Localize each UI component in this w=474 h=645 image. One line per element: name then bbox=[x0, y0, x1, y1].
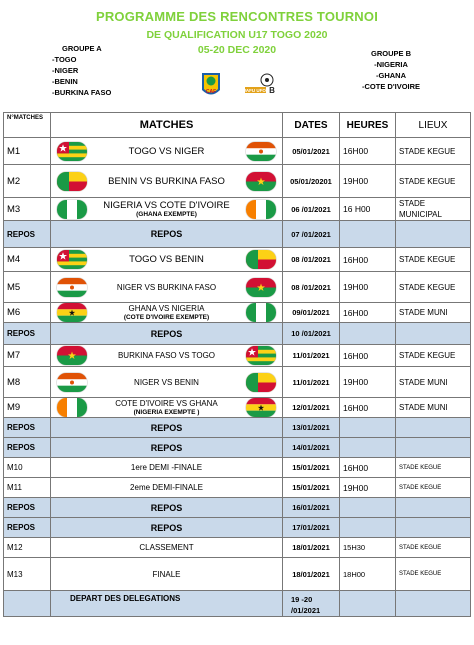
header-matches: MATCHES bbox=[51, 113, 283, 138]
rest-label: REPOS bbox=[51, 518, 283, 538]
match-hour: 16H00 bbox=[340, 248, 396, 272]
match-row bbox=[4, 303, 471, 323]
match-date: 18/01/2021 bbox=[283, 558, 340, 591]
svg-text:CAF: CAF bbox=[205, 89, 217, 95]
match-cell bbox=[51, 138, 283, 165]
match-number: M3 bbox=[4, 198, 51, 221]
match-venue: STADE KEGUE bbox=[396, 248, 471, 272]
match-venue: STADE MUNI bbox=[396, 367, 471, 398]
rest-day-row bbox=[4, 498, 471, 518]
hour-empty bbox=[340, 498, 396, 518]
wafu-logo bbox=[244, 73, 278, 97]
hour-empty bbox=[340, 438, 396, 458]
burkina-flag-icon bbox=[246, 278, 276, 297]
tournament-dates: 05-20 DEC 2020 bbox=[197, 44, 277, 56]
match-title: 1ere DEMI -FINALE bbox=[130, 463, 203, 472]
match-cell bbox=[51, 538, 283, 558]
match-title: GHANA VS NIGERIA bbox=[128, 304, 205, 313]
match-hour: 18H00 bbox=[340, 558, 396, 591]
schedule-table bbox=[3, 112, 471, 617]
match-date: 10 /01/2021 bbox=[283, 323, 340, 345]
match-venue: STADE KEGUE bbox=[396, 478, 471, 498]
match-title: TOGO VS BENIN bbox=[129, 254, 204, 265]
match-row bbox=[4, 538, 471, 558]
match-title: NIGER VS BURKINA FASO bbox=[116, 282, 217, 292]
rest-day-row bbox=[4, 323, 471, 345]
match-hour: 16 H00 bbox=[340, 198, 396, 221]
hour-empty bbox=[340, 418, 396, 438]
match-hour: 16H00 bbox=[340, 303, 396, 323]
match-venue: STADE KEGUE bbox=[396, 165, 471, 198]
match-hour: 16H00 bbox=[340, 398, 396, 418]
niger-flag-icon bbox=[246, 142, 276, 161]
match-date: 07 /01/2021 bbox=[283, 221, 340, 248]
header-dates: DATES bbox=[283, 113, 340, 138]
venue-empty bbox=[396, 438, 471, 458]
match-title: 2eme DEMI-FINALE bbox=[130, 483, 203, 492]
togo-flag-icon bbox=[246, 346, 276, 365]
venue-empty bbox=[396, 498, 471, 518]
match-date: 05/01/20201 bbox=[283, 165, 340, 198]
match-date: 15/01/2021 bbox=[283, 458, 340, 478]
togo-flag-icon bbox=[57, 142, 87, 161]
group-a-list bbox=[52, 43, 111, 98]
svg-text:WAFU UFOA: WAFU UFOA bbox=[244, 88, 270, 93]
match-row bbox=[4, 478, 471, 498]
rest-tag: REPOS bbox=[4, 498, 51, 518]
rest-tag: REPOS bbox=[4, 323, 51, 345]
match-venue: STADE MUNI bbox=[396, 398, 471, 418]
group-b-team: -NIGERIA bbox=[374, 60, 408, 69]
hour-empty bbox=[340, 591, 396, 617]
match-number: M4 bbox=[4, 248, 51, 272]
match-number: M10 bbox=[4, 458, 51, 478]
rest-day-row bbox=[4, 518, 471, 538]
togo-flag-icon bbox=[57, 250, 87, 269]
match-venue: STADE KEGUE bbox=[396, 458, 471, 478]
svg-text:B: B bbox=[269, 86, 275, 95]
match-row bbox=[4, 138, 471, 165]
table-header-row bbox=[4, 113, 471, 138]
benin-flag-icon bbox=[246, 373, 276, 392]
match-title: NIGER VS BENIN bbox=[134, 377, 199, 387]
exempt-note: (NIGERIA EXEMPTE ) bbox=[133, 409, 200, 416]
rest-day-row bbox=[4, 221, 471, 248]
departure-label: DEPART DES DELEGATIONS bbox=[51, 591, 283, 617]
match-date: 14/01/2021 bbox=[283, 438, 340, 458]
match-venue: STADE KEGUE bbox=[396, 538, 471, 558]
civ-flag-icon bbox=[57, 398, 87, 417]
venue-empty bbox=[396, 221, 471, 248]
match-venue: STADE KEGUE bbox=[396, 138, 471, 165]
match-date: 16/01/2021 bbox=[283, 498, 340, 518]
match-date: 19 -20 /01/2021 bbox=[283, 591, 340, 617]
benin-flag-icon bbox=[246, 250, 276, 269]
group-a-team: -BURKINA FASO bbox=[52, 88, 112, 97]
match-row bbox=[4, 345, 471, 367]
nigeria-flag-icon bbox=[246, 303, 276, 322]
match-cell bbox=[51, 478, 283, 498]
match-row bbox=[4, 165, 471, 198]
match-number: M13 bbox=[4, 558, 51, 591]
match-date: 08 /01/2021 bbox=[283, 248, 340, 272]
civ-flag-icon bbox=[246, 200, 276, 219]
header-heures: HEURES bbox=[340, 113, 396, 138]
rest-tag: REPOS bbox=[4, 518, 51, 538]
group-b-list bbox=[362, 48, 420, 92]
match-number: M7 bbox=[4, 345, 51, 367]
exempt-note: (GHANA EXEMPTE) bbox=[136, 210, 197, 218]
match-title: BENIN VS BURKINA FASO bbox=[108, 175, 225, 187]
niger-flag-icon bbox=[57, 373, 87, 392]
venue-empty bbox=[396, 323, 471, 345]
match-row bbox=[4, 367, 471, 398]
match-cell bbox=[51, 558, 283, 591]
match-venue: STADE KEGUE bbox=[396, 558, 471, 591]
match-number: M6 bbox=[4, 303, 51, 323]
match-date: 12/01/2021 bbox=[283, 398, 340, 418]
match-cell bbox=[51, 165, 283, 198]
burkina-flag-icon bbox=[246, 172, 276, 191]
match-number: M11 bbox=[4, 478, 51, 498]
rest-tag: REPOS bbox=[4, 418, 51, 438]
match-hour: 19H00 bbox=[340, 165, 396, 198]
match-date: 15/01/2021 bbox=[283, 478, 340, 498]
rest-label: REPOS bbox=[51, 323, 283, 345]
match-hour: 15H30 bbox=[340, 538, 396, 558]
group-b-team: -COTE D'IVOIRE bbox=[362, 82, 421, 91]
match-cell bbox=[51, 367, 283, 398]
match-hour: 16H00 bbox=[340, 138, 396, 165]
venue-empty bbox=[396, 418, 471, 438]
group-a-team: -NIGER bbox=[52, 66, 79, 75]
match-date: 11/01/2021 bbox=[283, 367, 340, 398]
match-cell bbox=[51, 345, 283, 367]
match-number: M9 bbox=[4, 398, 51, 418]
match-number: M2 bbox=[4, 165, 51, 198]
exempt-note: (COTE D'IVOIRE EXEMPTE) bbox=[123, 314, 210, 321]
page-header bbox=[0, 0, 474, 112]
match-date: 18/01/2021 bbox=[283, 538, 340, 558]
hour-empty bbox=[340, 518, 396, 538]
page-subtitle: DE QUALIFICATION U17 TOGO 2020 bbox=[146, 29, 328, 41]
match-title: NIGERIA VS COTE D'IVOIRE bbox=[103, 199, 230, 211]
match-row bbox=[4, 198, 471, 221]
benin-flag-icon bbox=[57, 172, 87, 191]
match-venue: STADE MUNI bbox=[396, 303, 471, 323]
match-title: BURKINA FASO VS TOGO bbox=[117, 351, 216, 360]
match-date: 05/01/2021 bbox=[283, 138, 340, 165]
group-a-title: GROUPE A bbox=[62, 44, 102, 53]
burkina-flag-icon bbox=[57, 346, 87, 365]
match-date: 17/01/2021 bbox=[283, 518, 340, 538]
match-hour: 19H00 bbox=[340, 478, 396, 498]
match-date: 11/01/2021 bbox=[283, 345, 340, 367]
match-title: COTE D'IVOIRE VS GHANA bbox=[115, 399, 218, 408]
match-title: CLASSEMENT bbox=[139, 543, 194, 552]
venue-empty bbox=[396, 518, 471, 538]
match-number: M1 bbox=[4, 138, 51, 165]
match-row bbox=[4, 558, 471, 591]
match-date: 08 /01/2021 bbox=[283, 272, 340, 303]
match-date: 13/01/2021 bbox=[283, 418, 340, 438]
match-cell bbox=[51, 198, 283, 221]
match-number: M12 bbox=[4, 538, 51, 558]
match-cell bbox=[51, 272, 283, 303]
match-venue: STADE MUNICIPAL bbox=[396, 198, 471, 221]
header-num: N°MATCHES bbox=[4, 113, 51, 138]
group-a-team: -TOGO bbox=[52, 55, 77, 64]
group-b-team: -GHANA bbox=[376, 71, 407, 80]
venue-empty bbox=[396, 591, 471, 617]
rest-tag: REPOS bbox=[4, 221, 51, 248]
match-cell bbox=[51, 458, 283, 478]
rest-label: REPOS bbox=[51, 418, 283, 438]
rest-label: REPOS bbox=[51, 438, 283, 458]
header-lieux: LIEUX bbox=[396, 113, 471, 138]
match-hour: 16H00 bbox=[340, 458, 396, 478]
rest-label: REPOS bbox=[51, 221, 283, 248]
nigeria-flag-icon bbox=[57, 200, 87, 219]
match-hour: 19H00 bbox=[340, 367, 396, 398]
match-date: 06 /01/2021 bbox=[283, 198, 340, 221]
rest-tag: REPOS bbox=[4, 438, 51, 458]
match-venue: STADE KEGUE bbox=[396, 345, 471, 367]
ghana-flag-icon bbox=[57, 303, 87, 322]
match-hour: 16H00 bbox=[340, 345, 396, 367]
row-num-empty bbox=[4, 591, 51, 617]
group-b-title: GROUPE B bbox=[371, 49, 412, 58]
niger-flag-icon bbox=[57, 278, 87, 297]
caf-logo bbox=[199, 70, 223, 100]
ghana-flag-icon bbox=[246, 398, 276, 417]
match-venue: STADE KEGUE bbox=[396, 272, 471, 303]
rest-label: REPOS bbox=[51, 498, 283, 518]
match-date: 09/01/2021 bbox=[283, 303, 340, 323]
hour-empty bbox=[340, 221, 396, 248]
page-title: PROGRAMME DES RENCONTRES TOURNOI bbox=[95, 9, 379, 24]
match-number: M8 bbox=[4, 367, 51, 398]
match-row bbox=[4, 272, 471, 303]
match-title: FINALE bbox=[152, 569, 181, 579]
rest-day-row bbox=[4, 438, 471, 458]
match-cell bbox=[51, 303, 283, 323]
match-hour: 19H00 bbox=[340, 272, 396, 303]
match-cell bbox=[51, 248, 283, 272]
rest-day-row bbox=[4, 418, 471, 438]
group-a-team: -BENIN bbox=[52, 77, 78, 86]
match-cell bbox=[51, 398, 283, 418]
match-title: TOGO VS NIGER bbox=[128, 145, 205, 157]
departure-row bbox=[4, 591, 471, 617]
match-row bbox=[4, 398, 471, 418]
match-number: M5 bbox=[4, 272, 51, 303]
hour-empty bbox=[340, 323, 396, 345]
match-row bbox=[4, 458, 471, 478]
match-row bbox=[4, 248, 471, 272]
